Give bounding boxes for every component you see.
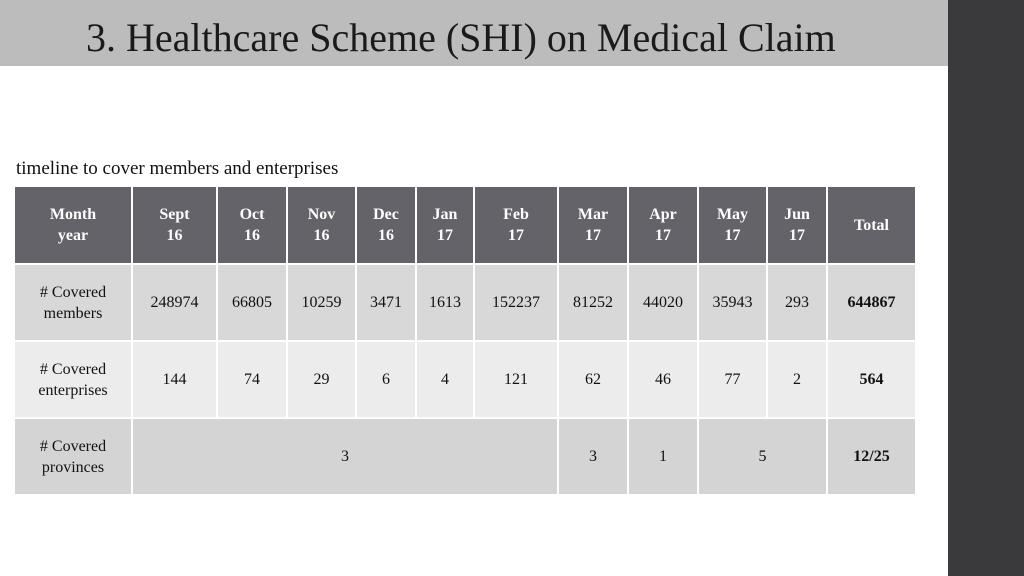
- row-label-enterprises: # Covered enterprises: [14, 341, 132, 418]
- header-month: Apr 17: [628, 186, 698, 264]
- table-cell: 1613: [416, 264, 474, 341]
- table-cell-merged: 3: [132, 418, 558, 495]
- table-cell: 3471: [356, 264, 416, 341]
- header-month: Feb 17: [474, 186, 558, 264]
- table-cell: 152237: [474, 264, 558, 341]
- header-month-year: Month year: [14, 186, 132, 264]
- table-cell: 4: [416, 341, 474, 418]
- header-month: Jan 17: [416, 186, 474, 264]
- table-cell: 10259: [287, 264, 356, 341]
- table-cell: 77: [698, 341, 767, 418]
- side-bar: [948, 0, 1024, 576]
- table-cell: 35943: [698, 264, 767, 341]
- table-cell: 248974: [132, 264, 217, 341]
- title-band: [0, 0, 948, 66]
- table-cell: 29: [287, 341, 356, 418]
- total-members: 644867: [827, 264, 916, 341]
- table-caption: timeline to cover members and enterprises: [16, 158, 339, 179]
- table-row-members: [14, 264, 916, 341]
- coverage-table: [13, 185, 917, 496]
- total-enterprises: 564: [827, 341, 916, 418]
- table-cell: 62: [558, 341, 628, 418]
- header-month: Dec 16: [356, 186, 416, 264]
- table-cell: 121: [474, 341, 558, 418]
- header-month: Nov 16: [287, 186, 356, 264]
- table-cell: 74: [217, 341, 287, 418]
- table-cell: 2: [767, 341, 827, 418]
- table-cell: 3: [558, 418, 628, 495]
- table-cell: 81252: [558, 264, 628, 341]
- table-cell: 46: [628, 341, 698, 418]
- header-total: Total: [827, 186, 916, 264]
- table-cell: 6: [356, 341, 416, 418]
- header-month: May 17: [698, 186, 767, 264]
- table-row-provinces: [14, 418, 916, 495]
- header-month: Oct 16: [217, 186, 287, 264]
- table-header-row: [14, 186, 916, 264]
- table-cell-merged: 5: [698, 418, 827, 495]
- table-cell: 44020: [628, 264, 698, 341]
- header-month: Sept 16: [132, 186, 217, 264]
- table-cell: 293: [767, 264, 827, 341]
- row-label-members: # Covered members: [14, 264, 132, 341]
- row-label-provinces: # Covered provinces: [14, 418, 132, 495]
- header-month: Mar 17: [558, 186, 628, 264]
- table-cell: 144: [132, 341, 217, 418]
- header-month: Jun 17: [767, 186, 827, 264]
- table-cell: 66805: [217, 264, 287, 341]
- slide-title: 3. Healthcare Scheme (SHI) on Medical Claim: [86, 15, 836, 60]
- total-provinces: 12/25: [827, 418, 916, 495]
- table-cell: 1: [628, 418, 698, 495]
- table-row-enterprises: [14, 341, 916, 418]
